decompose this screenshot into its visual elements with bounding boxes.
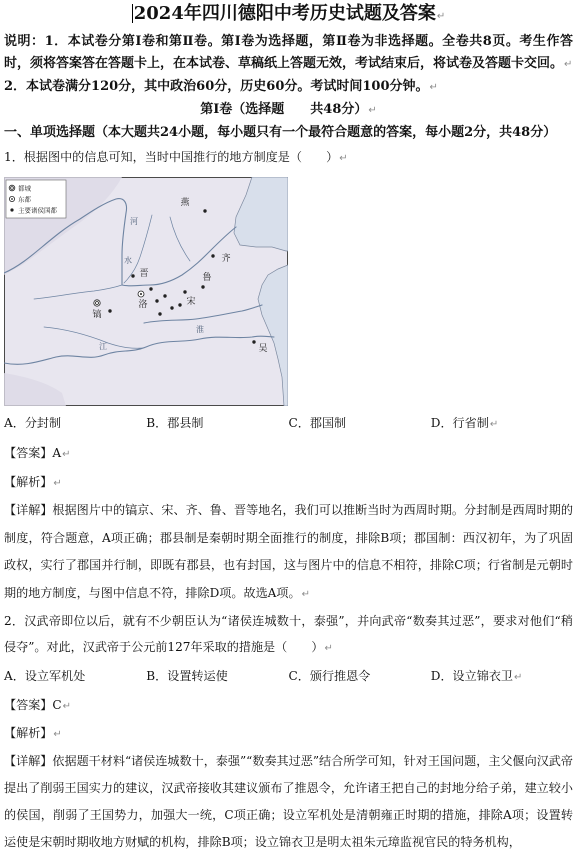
paragraph-mark: ↵ — [53, 478, 62, 489]
option-b: B．郡县制 — [146, 416, 204, 430]
state-capital-marker-yan — [203, 209, 206, 212]
detailed-explanation — [4, 497, 573, 608]
state-capital-marker-jin — [131, 274, 134, 277]
map-label-wu: 吴 — [258, 344, 268, 354]
answer-options — [4, 409, 573, 439]
state-capital-marker — [170, 306, 173, 309]
instruction-note-1-text: 说明：1．本试卷分第Ⅰ卷和第Ⅱ卷。第Ⅰ卷为选择题，第Ⅱ卷为非选择题。全卷共8页。考生作答时，须将答案答在答题卡上，在本试卷、草稿纸上答题无效，考试结束后，将试卷及答题卡交回。 — [4, 34, 573, 71]
detailed-explanation — [4, 748, 573, 856]
map-label-yan: 燕 — [180, 198, 190, 208]
detailed-explanation-text: 【详解】根据图片中的镐京、宋、齐、鲁、晋等地名，我们可以推断当时为西周时期。分封制是西周时期的制度，符合题意，A项正确；郡县制是秦朝时期全面推行的制度，排除B项；郡国制：西汉初年，为了巩固政权，实行了郡国并行制，即既有郡县，也有封国，这与图片中的信息不相符，排除C项；行省制是元朝时期的地方制度，与图中信息不符，排除D项。故选A项。 — [4, 503, 573, 600]
paragraph-mark: ↵ — [324, 643, 333, 654]
map-legend — [6, 180, 66, 218]
paragraph-mark: ↵ — [62, 701, 72, 712]
legend-label-eastern-capital: 东都 — [18, 195, 31, 204]
map-label-hao: 镐 — [92, 310, 102, 320]
question-1 — [4, 144, 573, 608]
paragraph-mark: ↵ — [368, 105, 377, 116]
state-capital-dot-icon — [10, 208, 13, 211]
option-a: A．设立军机处 — [4, 669, 86, 683]
question-stem — [4, 144, 573, 172]
instruction-note-2 — [4, 76, 573, 99]
answer-text: 【答案】C — [4, 698, 62, 712]
paragraph-mark: ↵ — [514, 672, 523, 683]
question-stem — [4, 608, 573, 662]
text-cursor — [132, 4, 133, 23]
analysis-label — [4, 469, 573, 497]
legend-label-state-capital: 主要诸侯国都 — [18, 206, 57, 215]
analysis-label — [4, 720, 573, 748]
option-b: B．设置转运使 — [146, 669, 228, 683]
state-capital-marker-qi — [211, 254, 214, 257]
question-2 — [4, 608, 573, 856]
instruction-note-1 — [4, 31, 573, 76]
section-title-text: 第Ⅰ卷（选择题 共48分） — [200, 102, 368, 117]
capital-marker-hao-inner — [96, 302, 99, 305]
part-heading-text: 一、单项选择题（本大题共24小题，每小题只有一个最符合题意的答案，每小题2分，共48分） — [4, 125, 557, 140]
state-capital-marker-wu — [252, 340, 255, 343]
paragraph-mark: ↵ — [436, 11, 446, 22]
map-label-qi: 齐 — [221, 254, 231, 264]
eastern-capital-center-dot — [11, 198, 13, 200]
section-title — [4, 99, 573, 122]
map-label-lu: 鲁 — [202, 273, 212, 283]
state-capital-marker-song — [178, 303, 181, 306]
state-capital-marker — [155, 299, 158, 302]
eastern-capital-marker-luo-dot — [140, 293, 142, 295]
detailed-explanation-text: 【详解】依据题干材料“诸侯连城数十，泰强”“数奏其过恶”结合所学可知，针对王国问题，主父偃向汉武帝提出了削弱王国实力的建议，汉武帝接收其建议颁布了推恩令，允许诸王把自己的封地分给子弟，建立较小的侯国，削弱了王国势力，加强大一统，C项正确；设立军机处是清朝雍正时期的措施，排除A项；设置转运使是宋朝时期收地方财赋的机构，排除B项；设立锦衣卫是明太祖朱元璋监视官民的特务机构， — [4, 754, 573, 849]
option-d-text: D．设立锦衣卫 — [430, 669, 514, 683]
river-label-shui: 水 — [124, 256, 132, 265]
paragraph-mark: ↵ — [301, 588, 310, 600]
option-c: C．颁行推恩令 — [288, 669, 371, 683]
title-text: 2024年四川德阳中考历史试题及答案 — [133, 3, 436, 24]
legend-label-capital: 都城 — [18, 184, 31, 193]
option-d — [431, 409, 573, 439]
western-zhou-map — [4, 177, 288, 406]
part-heading — [4, 122, 573, 144]
paragraph-mark: ↵ — [53, 729, 62, 740]
answer-line — [4, 439, 573, 469]
paragraph-mark: ↵ — [429, 82, 438, 93]
paragraph-mark: ↵ — [62, 449, 71, 460]
map-label-song: 宋 — [186, 297, 196, 307]
exam-instructions — [4, 31, 573, 144]
state-capital-marker — [158, 312, 161, 315]
state-capital-marker-lu — [201, 285, 204, 288]
option-c: C．郡国制 — [288, 416, 347, 430]
instruction-note-2-text: 2．本试卷满分120分，其中政治60分，历史60分。考试时间100分钟。 — [4, 79, 429, 94]
analysis-label-text: 【解析】 — [4, 475, 53, 489]
answer-options — [4, 662, 573, 692]
option-a: A．分封制 — [4, 416, 62, 430]
capital-double-circle-inner — [11, 187, 14, 190]
question-stem-text: 2．汉武帝即位以后，就有不少朝臣认为“诸侯连城数十，泰强”，并向武帝“数奏其过恶”，要求对他们“稍侵夺”。对此，汉武帝于公元前127年采取的措施是（ ） — [4, 614, 573, 654]
paragraph-mark: ↵ — [564, 59, 573, 70]
state-capital-marker — [183, 290, 186, 293]
state-capital-marker — [108, 309, 111, 312]
river-label-jiang: 江 — [99, 342, 107, 351]
paragraph-mark: ↵ — [339, 153, 348, 164]
river-label-huai: 淮 — [196, 325, 204, 334]
document-title — [4, 0, 573, 28]
answer-text: 【答案】A — [4, 446, 62, 460]
map-label-jin: 晋 — [139, 269, 149, 279]
state-capital-marker — [149, 287, 152, 290]
document-page — [4, 0, 573, 856]
analysis-label-text: 【解析】 — [4, 726, 53, 740]
option-d-text: D．行省制 — [430, 416, 489, 430]
option-d — [431, 662, 573, 692]
map-label-luo: 洛 — [138, 300, 148, 310]
question-map — [4, 177, 288, 406]
paragraph-mark: ↵ — [489, 419, 499, 430]
river-label-he: 河 — [130, 217, 138, 226]
question-stem-text: 1．根据图中的信息可知，当时中国推行的地方制度是（ ） — [4, 150, 339, 164]
answer-line — [4, 692, 573, 720]
state-capital-marker — [163, 294, 166, 297]
